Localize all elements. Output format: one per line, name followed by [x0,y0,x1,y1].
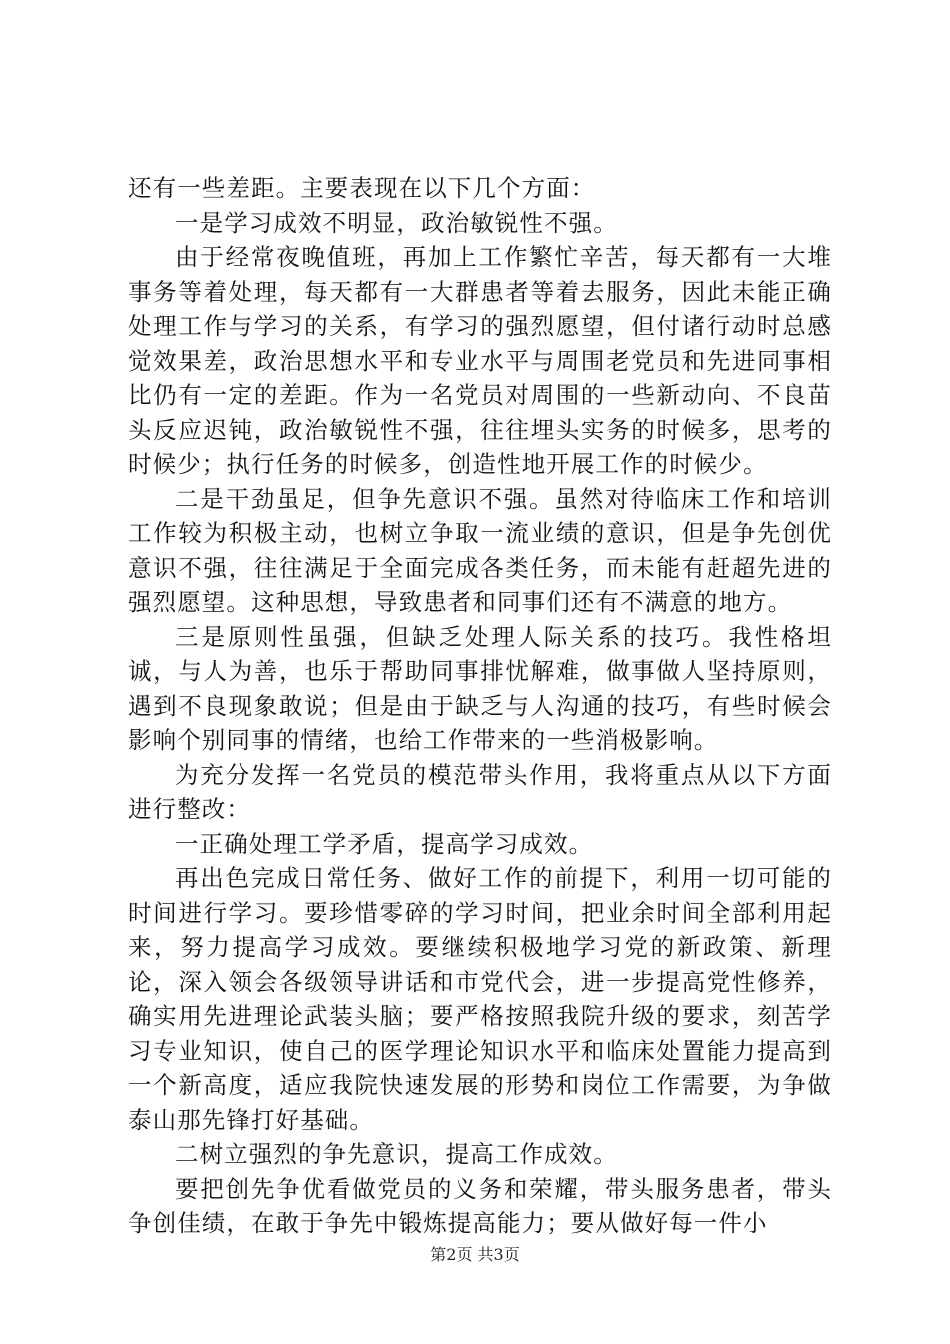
paragraph-point-1-detail: 由于经常夜晚值班，再加上工作繁忙辛苦，每天都有一大堆事务等着处理，每天都有一大群患者等着去服务，因此未能正确处理工作与学习的关系，有学习的强烈愿望，但付诸行动时总感觉效果差，政治思想水平和专业水平与周围老党员和先进同事相比仍有一定的差距。作为一名党员对周围的一些新动向、不良苗头反应迟钝，政治敏锐性不强，往往埋头实务的时候多，思考的时候少；执行任务的时候多，创造性地开展工作的时候少。 [128,243,832,478]
heading-measure-2: 二树立强烈的争先意识，提高工作成效。 [175,1140,618,1168]
paragraph-continuation: 还有一些差距。主要表现在以下几个方面： [128,174,596,202]
document-body [128,171,832,1241]
paragraph-rectification-intro: 为充分发挥一名党员的模范带头作用，我将重点从以下方面进行整改： [128,760,832,823]
paragraph-measure-1-detail: 再出色完成日常任务、做好工作的前提下，利用一切可能的时间进行学习。要珍惜零碎的学习时间，把业余时间全部利用起来，努力提高学习成效。要继续积极地学习党的新政策、新理论，深入领会各级领导讲话和市党代会，进一步提高党性修养，确实用先进理论武装头脑；要严格按照我院升级的要求，刻苦学习专业知识，使自己的医学理论知识水平和临床处置能力提高到一个新高度，适应我院快速发展的形势和岗位工作需要，为争做泰山那先锋打好基础。 [128,864,832,1134]
heading-point-1: 一是学习成效不明显，政治敏锐性不强。 [175,208,618,237]
paragraph-point-2: 二是干劲虽足，但争先意识不强。虽然对待临床工作和培训工作较为积极主动，也树立争取一流业绩的意识，但是争先创优意识不强，往往满足于全面完成各类任务，而未能有赶超先进的强烈愿望。这种思想，导致患者和同事们还有不满意的地方。 [128,484,832,616]
heading-measure-1: 一正确处理工学矛盾，提高学习成效。 [175,829,594,858]
paragraph-point-3: 三是原则性虽强，但缺乏处理人际关系的技巧。我性格坦诚，与人为善，也乐于帮助同事排忧解难，做事做人坚持原则，遇到不良现象敢说；但是由于缺乏与人沟通的技巧，有些时候会影响个别同事的情绪，也给工作带来的一些消极影响。 [128,622,832,754]
paragraph-measure-2-detail: 要把创先争优看做党员的义务和荣耀，带头服务患者，带头争创佳绩，在敢于争先中锻炼提高能力；要从做好每一件小 [128,1174,832,1237]
page-number-footer: 第2页 共3页 [430,1245,520,1264]
